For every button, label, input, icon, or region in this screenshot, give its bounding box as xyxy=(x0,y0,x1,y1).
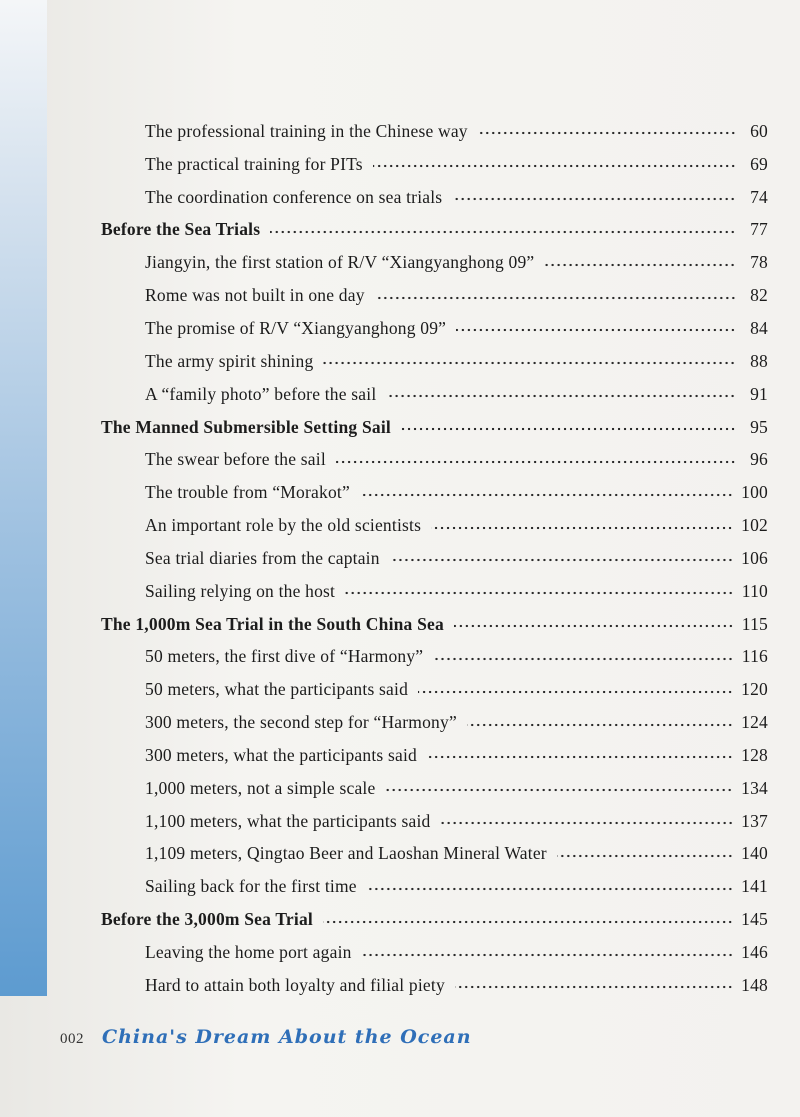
toc-entry-title: The coordination conference on sea trials xyxy=(145,186,443,207)
dot-leader xyxy=(390,558,733,562)
toc-page-number: 115 xyxy=(741,613,768,634)
toc-section-title: Before the 3,000m Sea Trial xyxy=(101,909,313,930)
dot-leader xyxy=(455,985,733,989)
dot-leader xyxy=(418,690,733,694)
toc-page-number: 128 xyxy=(741,744,768,765)
toc-entry-title: A “family photo” before the sail xyxy=(145,383,377,404)
running-title: China's Dream About the Ocean xyxy=(102,1026,472,1048)
toc-entry xyxy=(0,443,800,476)
toc-page-number: 74 xyxy=(750,186,768,207)
toc-entry xyxy=(0,673,800,706)
dot-leader xyxy=(345,591,734,595)
toc-entry-title: 1,000 meters, not a simple scale xyxy=(145,777,376,798)
dot-leader xyxy=(362,953,734,957)
toc-entry-title: An important role by the old scientists xyxy=(145,515,422,536)
dot-leader xyxy=(427,755,733,759)
toc-entry xyxy=(0,772,800,805)
toc-entry-title: Sailing back for the first time xyxy=(145,876,357,897)
dot-leader xyxy=(452,197,736,201)
toc-section-heading xyxy=(0,214,800,247)
dot-leader xyxy=(336,460,736,464)
toc-page-number: 145 xyxy=(741,909,768,930)
toc-entry-title: Sailing relying on the host xyxy=(145,580,336,601)
toc-section-heading xyxy=(0,411,800,444)
toc-page-number: 96 xyxy=(750,449,768,470)
dot-leader xyxy=(401,427,736,431)
toc-entry-title: 300 meters, what the participants said xyxy=(145,744,417,765)
folio-page-number: 002 xyxy=(60,1031,84,1047)
dot-leader xyxy=(433,657,734,661)
toc-entry-title: Sea trial diaries from the captain xyxy=(145,547,380,568)
toc-entry xyxy=(0,805,800,838)
toc-entry-title: Hard to attain both loyalty and filial piety xyxy=(145,974,445,995)
toc-page-number: 124 xyxy=(741,712,768,733)
toc-page-number: 140 xyxy=(741,843,768,864)
dot-leader xyxy=(386,394,736,398)
toc-page-number: 106 xyxy=(741,547,768,568)
toc-entry-title: The promise of R/V “Xiangyanghong 09” xyxy=(145,317,447,338)
toc-section-title: The Manned Submersible Setting Sail xyxy=(101,416,391,437)
toc-entry-title: The army spirit shining xyxy=(145,350,314,371)
dot-leader xyxy=(544,263,736,267)
toc-entry xyxy=(0,246,800,279)
toc-entry xyxy=(0,706,800,739)
toc-page-number: 100 xyxy=(741,482,768,503)
toc-entry xyxy=(0,312,800,345)
dot-leader xyxy=(454,624,734,628)
toc-page-number: 82 xyxy=(750,285,768,306)
toc-page-number: 116 xyxy=(741,646,768,667)
toc-entry xyxy=(0,575,800,608)
toc-page-number: 137 xyxy=(741,810,768,831)
toc-page-number: 141 xyxy=(741,876,768,897)
toc-page-number: 91 xyxy=(750,383,768,404)
toc-entry-title: 50 meters, the first dive of “Harmony” xyxy=(145,646,424,667)
toc-entry xyxy=(0,838,800,871)
dot-leader xyxy=(323,361,736,365)
toc-entry-title: The trouble from “Morakot” xyxy=(145,482,350,503)
toc-entry-title: 1,109 meters, Qingtao Beer and Laoshan Mineral Water xyxy=(145,843,547,864)
toc-page-number: 102 xyxy=(741,515,768,536)
toc-entry-title: The swear before the sail xyxy=(145,449,326,470)
dot-leader xyxy=(373,164,736,168)
toc-section-heading xyxy=(0,608,800,641)
toc-entry xyxy=(0,476,800,509)
dot-leader xyxy=(557,854,733,858)
dot-leader xyxy=(367,887,733,891)
toc-entry xyxy=(0,345,800,378)
toc-page-number: 88 xyxy=(750,350,768,371)
toc-entry-title: The practical training for PITs xyxy=(145,153,363,174)
dot-leader xyxy=(478,131,736,135)
toc-entry-title: The professional training in the Chinese way xyxy=(145,120,468,141)
dot-leader xyxy=(375,296,736,300)
toc-entry-title: Jiangyin, the first station of R/V “Xiangyanghong 09” xyxy=(145,252,535,273)
dot-leader xyxy=(323,920,733,924)
toc-page-number: 78 xyxy=(750,252,768,273)
toc-page-number: 95 xyxy=(750,416,768,437)
toc-page-number: 148 xyxy=(741,974,768,995)
toc-page-number: 146 xyxy=(741,942,768,963)
dot-leader xyxy=(441,821,734,825)
toc-entry xyxy=(0,148,800,181)
dot-leader xyxy=(360,493,733,497)
toc-page-number: 134 xyxy=(741,777,768,798)
toc-page-number: 84 xyxy=(750,317,768,338)
toc-entry xyxy=(0,509,800,542)
toc-section-title: The 1,000m Sea Trial in the South China Sea xyxy=(101,613,444,634)
dot-leader xyxy=(467,723,733,727)
dot-leader xyxy=(270,230,736,234)
toc-entry-title: 50 meters, what the participants said xyxy=(145,679,409,700)
dot-leader xyxy=(456,328,736,332)
toc-entry xyxy=(0,969,800,1002)
toc-entry xyxy=(0,181,800,214)
toc-entry xyxy=(0,115,800,148)
toc-entry xyxy=(0,542,800,575)
toc-entry xyxy=(0,739,800,772)
toc-section-title: Before the Sea Trials xyxy=(101,219,261,240)
toc-page-number: 120 xyxy=(741,679,768,700)
toc-entry xyxy=(0,936,800,969)
toc-page-number: 110 xyxy=(741,580,768,601)
page-footer xyxy=(60,1026,472,1048)
toc-entry xyxy=(0,870,800,903)
toc-entry-title: 1,100 meters, what the participants said xyxy=(145,810,431,831)
toc-entry-title: Rome was not built in one day xyxy=(145,285,365,306)
dot-leader xyxy=(431,526,733,530)
toc-entry-title: 300 meters, the second step for “Harmony” xyxy=(145,712,457,733)
dot-leader xyxy=(385,788,733,792)
toc-entry xyxy=(0,279,800,312)
toc-page-number: 77 xyxy=(750,219,768,240)
toc-entry xyxy=(0,378,800,411)
toc-section-heading xyxy=(0,903,800,936)
toc-entry xyxy=(0,641,800,674)
toc-entry-title: Leaving the home port again xyxy=(145,942,352,963)
toc-page-number: 69 xyxy=(750,153,768,174)
toc-page-number: 60 xyxy=(750,120,768,141)
table-of-contents xyxy=(0,115,800,1002)
